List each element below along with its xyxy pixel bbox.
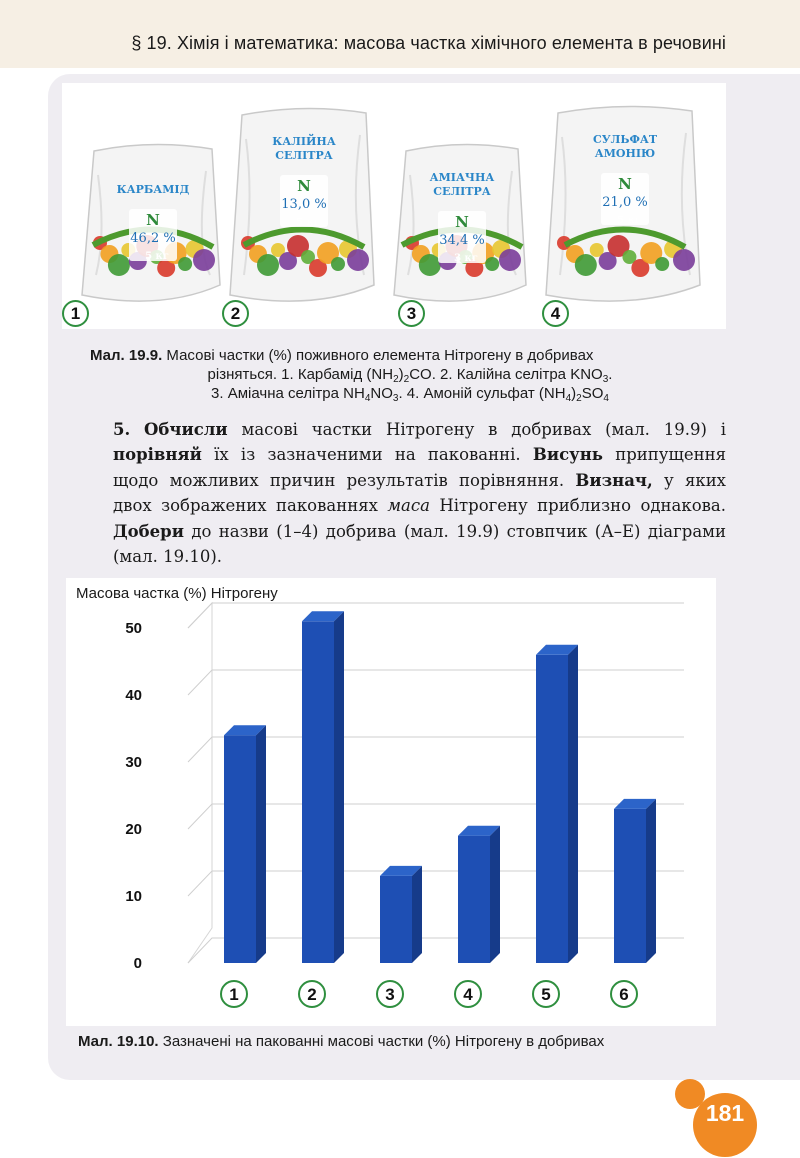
fertilizer-bag	[230, 108, 374, 301]
task-text: масові частки Нітрогену в добривах (мал. 19.9) і	[241, 420, 726, 439]
bag-name: КАЛІЙНА	[272, 135, 336, 148]
nitrogen-chart	[66, 578, 716, 1026]
task-5	[113, 417, 726, 569]
bar	[380, 866, 422, 963]
bag-name: СЕЛІТРА	[433, 185, 491, 198]
vegetable	[419, 254, 441, 276]
task-text: до назви (1–4) добрива (мал. 19.9) стовпчик (А–Е) діаграми (мал. 19.10).	[113, 521, 726, 567]
fertilizer-bag	[82, 144, 220, 301]
figure-label: Мал. 19.9.	[90, 347, 163, 364]
task-number: 5.	[113, 420, 131, 439]
bag-name: АМОНІЮ	[594, 147, 656, 160]
y-tick-label: 30	[125, 754, 142, 771]
bag-number: 2	[222, 300, 249, 327]
caption-text: NO	[370, 385, 393, 402]
subscript: 2	[403, 374, 410, 385]
task-keyword: порівняй	[113, 445, 202, 465]
vegetable	[257, 254, 279, 276]
bag-mass: 3 кг	[454, 253, 478, 264]
bag-mass: 5 кг	[296, 217, 320, 228]
bag-element: N	[618, 175, 632, 193]
bag-name: КАРБАМІД	[116, 183, 190, 196]
subscript: 4	[603, 393, 609, 404]
caption-text: 3. Аміачна селітра NH	[211, 385, 365, 402]
bag-mass: 5 кг	[617, 215, 641, 226]
bar-side	[646, 799, 656, 963]
x-tick-label: 2	[307, 985, 317, 1004]
task-text: їх із зазначеними на пакованні.	[214, 445, 521, 465]
task-emphasis: маса	[387, 496, 430, 516]
y-tick-label: 50	[125, 620, 142, 637]
gridline	[188, 603, 684, 628]
y-tick-label: 40	[125, 687, 142, 704]
caption-line: Зазначені на пакованні масові частки (%) Нітрогену в добривах	[162, 1033, 605, 1050]
y-tick-label: 10	[125, 888, 142, 905]
caption-text: . 4. Амоній сульфат (NH	[398, 385, 566, 402]
subscript: 4	[364, 393, 371, 404]
figure-19-10-caption	[78, 1033, 604, 1050]
vegetable	[347, 249, 369, 271]
vegetable	[575, 254, 597, 276]
bar-chart	[66, 578, 716, 1026]
bag-name: АМІАЧНА	[429, 171, 495, 184]
chart-title: Масова частка (%) Нітрогену	[76, 585, 278, 602]
gridline	[188, 670, 684, 695]
fertilizer-bag	[394, 144, 526, 301]
bar-side	[490, 826, 500, 963]
y-tick-label: 20	[125, 821, 142, 838]
bag-percent: 21,0 %	[602, 195, 648, 210]
caption-text: )	[398, 366, 404, 383]
subscript: 2	[393, 374, 399, 385]
bar-front	[302, 621, 334, 963]
bar	[224, 725, 266, 963]
task-text: припущення щодо можливих причин результатів порівняння.	[113, 445, 727, 490]
page-number: 181	[705, 1100, 745, 1126]
bar	[302, 611, 344, 963]
vegetable	[331, 257, 345, 271]
subscript: 2	[576, 393, 582, 404]
vegetable	[193, 249, 215, 271]
bar-front	[380, 876, 412, 963]
figure-label: Мал. 19.10.	[78, 1033, 159, 1050]
bar-side	[412, 866, 422, 963]
bar-front	[614, 809, 646, 963]
section-title: § 19. Хімія і математика: масова частка хімічного елемента в речовині	[131, 33, 726, 53]
x-tick-label: 4	[463, 985, 473, 1004]
task-text: у яких двох зображених пакованнях	[113, 470, 726, 516]
x-tick-label: 6	[619, 985, 629, 1004]
bag-element: N	[297, 177, 311, 195]
caption-text: CO. 2. Калійна селітра KNO	[409, 366, 603, 383]
caption-line: Масові частки (%) поживного елемента Нітрогену в добривах	[166, 347, 594, 364]
bar	[458, 826, 500, 963]
caption-text: .	[608, 366, 613, 383]
caption-text: )	[571, 385, 577, 402]
x-tick-label: 5	[541, 985, 551, 1004]
bar-side	[256, 725, 266, 963]
x-tick-label: 1	[229, 985, 239, 1004]
bag-percent: 13,0 %	[281, 197, 327, 212]
task-keyword: Визнач,	[575, 470, 653, 490]
bag-name: СЕЛІТРА	[275, 149, 333, 162]
bag-number: 1	[62, 300, 89, 327]
y-tick-label: 0	[133, 955, 142, 972]
x-tick-label: 3	[385, 985, 395, 1004]
fertilizer-bags-illustration	[62, 83, 726, 329]
bag-percent: 34,4 %	[439, 233, 485, 248]
bar	[614, 799, 656, 963]
bag-name: СУЛЬФАТ	[592, 133, 658, 146]
vegetable	[499, 249, 521, 271]
fertilizer-photo	[62, 83, 726, 329]
bar-front	[458, 836, 490, 963]
task-keyword: Обчисли	[144, 420, 228, 439]
vegetable	[485, 257, 499, 271]
fertilizer-bag	[546, 106, 700, 301]
bar	[536, 645, 578, 963]
vegetable	[108, 254, 130, 276]
vegetable	[655, 257, 669, 271]
vegetable	[673, 249, 695, 271]
bar-front	[536, 655, 568, 963]
subscript: 3	[392, 393, 399, 404]
task-keyword: Добери	[113, 521, 184, 541]
bag-element: N	[455, 213, 469, 231]
chart-back-wall	[188, 603, 212, 963]
bar-side	[568, 645, 578, 963]
vegetable	[178, 257, 192, 271]
caption-text: різняться. 1. Карбамід (NH	[207, 366, 394, 383]
bag-element: N	[146, 211, 160, 229]
bar-side	[334, 611, 344, 963]
bag-number: 3	[398, 300, 425, 327]
subscript: 4	[565, 393, 572, 404]
task-text: Нітрогену приблизно однакова.	[439, 496, 726, 516]
task-keyword: Висунь	[532, 445, 603, 465]
caption-text: SO	[581, 385, 604, 402]
bag-number: 4	[542, 300, 569, 327]
subscript: 3	[602, 374, 609, 385]
bar-front	[224, 735, 256, 963]
figure-19-9-caption	[90, 346, 730, 403]
bag-mass: 5 кг	[145, 251, 169, 262]
bag-percent: 46,2 %	[130, 231, 176, 246]
